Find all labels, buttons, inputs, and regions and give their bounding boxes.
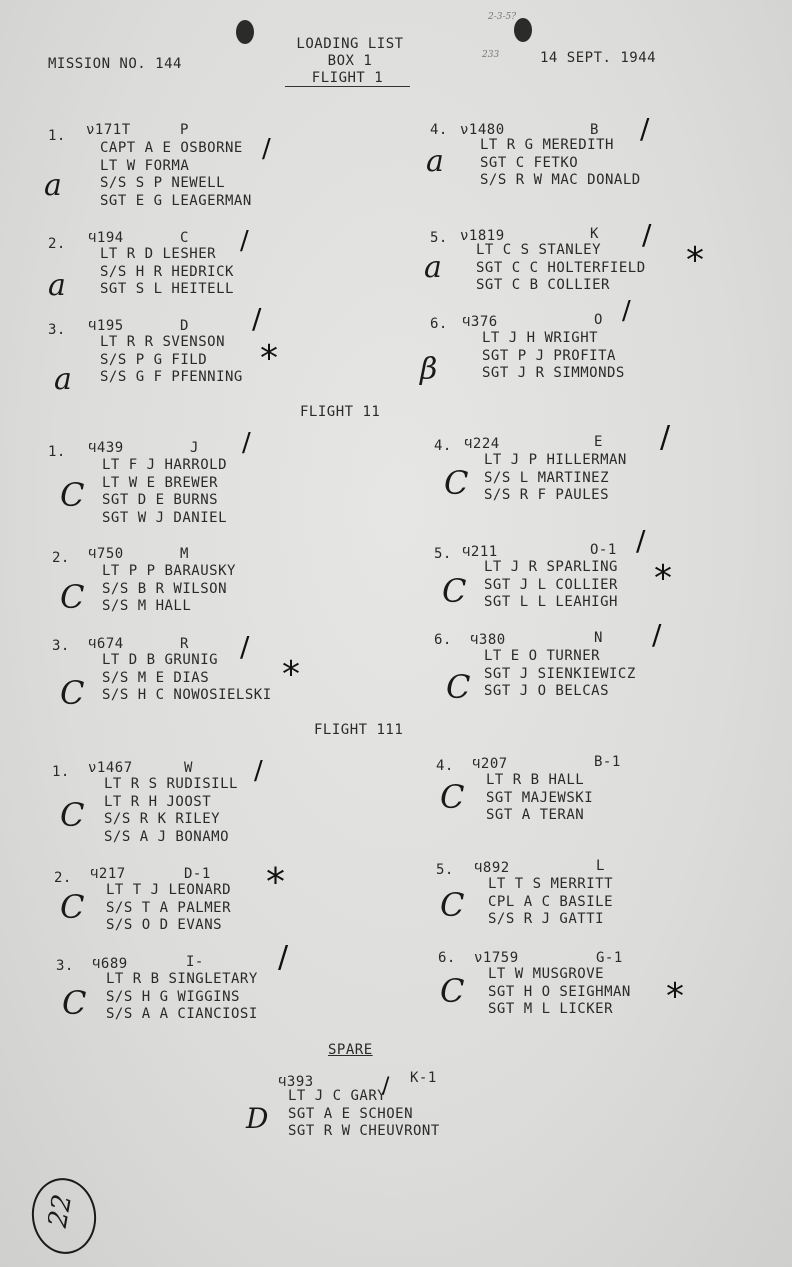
handwritten-mark: C: [60, 476, 85, 514]
crew-member: SGT C B COLLIER: [476, 277, 610, 293]
crew-member: LT T S MERRITT: [488, 876, 614, 892]
crew-member: LT P P BARAUSKY: [102, 563, 236, 579]
crew-member: SGT R W CHEUVRONT: [288, 1123, 440, 1139]
aircraft-position: 6.: [430, 316, 448, 332]
handwritten-mark: a: [426, 144, 444, 179]
aircraft-serial: ϥ750: [88, 546, 124, 562]
crew-member: LT F J HARROLD: [102, 457, 228, 473]
check-mark: /: [252, 302, 262, 335]
check-mark: /: [242, 428, 251, 458]
star-mark: *: [282, 654, 300, 695]
spare-heading: SPARE: [328, 1042, 373, 1058]
crew-member: SGT E G LEAGERMAN: [100, 192, 252, 209]
document-title: LOADING LIST: [296, 36, 404, 52]
flight-3-heading: FLIGHT 111: [314, 722, 404, 738]
aircraft-letter: O-1: [590, 542, 617, 558]
aircraft-serial: ϥ439: [88, 440, 124, 456]
star-mark: *: [260, 338, 278, 379]
crew-member: SGT S L HEITELL: [100, 281, 234, 297]
aircraft-serial: ν1467: [88, 760, 133, 776]
check-mark: /: [660, 420, 671, 455]
crew-member: LT R D LESHER: [100, 246, 217, 262]
crew-member: LT R H JOOST: [104, 793, 212, 810]
handwritten-mark: C: [442, 572, 467, 610]
check-mark: /: [636, 524, 646, 557]
aircraft-letter: E: [594, 434, 603, 450]
aircraft-serial: ϥ207: [472, 756, 508, 772]
crew-member: SGT L L LEAHIGH: [484, 594, 618, 610]
check-mark: /: [262, 134, 271, 164]
aircraft-position: 6.: [434, 632, 452, 648]
crew-list: [100, 246, 234, 299]
crew-member: SGT P J PROFITA: [482, 347, 616, 364]
aircraft-letter: J: [190, 440, 199, 456]
mission-date: 14 SEPT. 1944: [540, 50, 657, 66]
aircraft-letter: K: [590, 226, 599, 242]
crew-member: S/S O D EVANS: [106, 917, 223, 933]
crew-member: LT W FORMA: [100, 157, 190, 174]
crew-list: [484, 452, 627, 505]
crew-member: CPL A C BASILE: [488, 893, 614, 910]
handwritten-mark: C: [60, 796, 85, 834]
crew-member: S/S H G WIGGINS: [106, 988, 240, 1005]
crew-member: LT J C GARY: [288, 1088, 387, 1104]
crew-member: SGT C C HOLTERFIELD: [476, 259, 646, 276]
aircraft-position: 1.: [52, 764, 70, 780]
crew-member: S/S P G FILD: [100, 351, 208, 368]
aircraft-letter: B-1: [594, 754, 621, 770]
aircraft-letter: C: [180, 230, 189, 246]
handwritten-mark: D: [246, 1102, 269, 1135]
crew-member: S/S B R WILSON: [102, 580, 228, 597]
check-mark: /: [254, 756, 263, 786]
check-mark: /: [622, 296, 631, 326]
crew-member: LT W E BREWER: [102, 474, 219, 491]
crew-list: [488, 876, 613, 929]
crew-member: S/S R J GATTI: [488, 911, 605, 927]
handwritten-mark: a: [54, 362, 72, 397]
aircraft-letter: G-1: [596, 950, 623, 966]
handwritten-mark: a: [44, 168, 62, 203]
crew-list: [480, 137, 641, 190]
aircraft-position: 6.: [438, 950, 456, 966]
crew-member: S/S M HALL: [102, 598, 192, 614]
aircraft-serial: ϥ376: [462, 314, 498, 330]
pencil-note: 233: [482, 50, 500, 60]
crew-member: SGT D E BURNS: [102, 492, 219, 508]
handwritten-mark: a: [424, 250, 442, 285]
aircraft-position: 4.: [436, 758, 454, 774]
aircraft-letter: R: [180, 636, 189, 652]
crew-member: SGT M L LICKER: [488, 1001, 614, 1017]
crew-list: [482, 330, 625, 383]
aircraft-letter: K-1: [410, 1070, 437, 1086]
check-mark: /: [278, 940, 289, 975]
crew-member: S/S L MARTINEZ: [484, 469, 610, 486]
aircraft-letter: D-1: [184, 866, 211, 882]
handwritten-mark: C: [62, 984, 87, 1022]
aircraft-serial: ϥ194: [88, 230, 124, 246]
star-mark: *: [266, 860, 285, 904]
crew-member: S/S M E DIAS: [102, 669, 210, 686]
aircraft-serial: ϥ217: [90, 866, 126, 882]
check-mark: /: [642, 218, 652, 251]
aircraft-serial: ϥ689: [92, 956, 128, 972]
star-mark: *: [654, 558, 672, 599]
pencil-note: 2-3-5?: [488, 12, 517, 22]
aircraft-position: 2.: [54, 870, 72, 886]
aircraft-position: 2.: [48, 236, 66, 252]
aircraft-letter: M: [180, 546, 189, 562]
mission-number: MISSION NO. 144: [48, 56, 182, 72]
aircraft-position: 2.: [52, 550, 70, 566]
crew-member: SGT C FETKO: [480, 154, 579, 171]
crew-member: S/S T A PALMER: [106, 899, 232, 916]
handwritten-mark: C: [440, 972, 465, 1010]
crew-member: S/S H C NOWOSIELSKI: [102, 687, 272, 703]
aircraft-serial: ϥ892: [474, 860, 510, 876]
handwritten-mark: C: [446, 668, 471, 706]
crew-member: LT R B HALL: [486, 772, 585, 788]
handwritten-mark: C: [60, 888, 85, 926]
crew-member: SGT A TERAN: [486, 807, 585, 823]
aircraft-letter: O: [594, 312, 603, 328]
crew-list: [484, 648, 636, 701]
handwritten-mark: C: [440, 778, 465, 816]
punch-hole: [514, 18, 532, 42]
check-mark: /: [240, 630, 250, 663]
crew-list: [484, 559, 618, 612]
box-number: BOX 1: [327, 53, 373, 69]
aircraft-position: 5.: [434, 546, 452, 562]
flight-1-heading: FLIGHT 1: [285, 70, 410, 87]
aircraft-letter: I-: [186, 954, 204, 970]
crew-member: S/S S P NEWELL: [100, 175, 226, 191]
aircraft-position: 4.: [430, 122, 448, 138]
handwritten-mark: β: [420, 352, 438, 387]
crew-list: [486, 772, 593, 825]
crew-member: SGT W J DANIEL: [102, 509, 228, 526]
aircraft-serial: ϥ224: [464, 436, 500, 452]
page-number: 22: [42, 1192, 79, 1230]
crew-member: S/S A J BONAMO: [104, 828, 230, 845]
crew-member: CAPT A E OSBORNE: [100, 140, 243, 156]
handwritten-mark: C: [60, 578, 85, 616]
crew-list: [102, 457, 227, 527]
check-mark: /: [240, 226, 249, 256]
aircraft-serial: ϥ195: [88, 318, 124, 334]
crew-member: S/S G F PFENNING: [100, 369, 243, 385]
crew-member: SGT MAJEWSKI: [486, 789, 594, 806]
crew-member: LT R B SINGLETARY: [106, 971, 258, 987]
crew-list: [100, 140, 252, 210]
check-mark: /: [640, 112, 650, 145]
aircraft-letter: L: [596, 858, 605, 874]
crew-member: S/S A A CIANCIOSI: [106, 1006, 258, 1022]
crew-member: LT J R SPARLING: [484, 559, 618, 575]
star-mark: *: [666, 976, 684, 1017]
handwritten-mark: C: [444, 464, 469, 502]
star-mark: *: [686, 240, 704, 281]
aircraft-serial: ν171T: [86, 122, 131, 138]
aircraft-letter: N: [594, 630, 603, 646]
crew-member: SGT A E SCHOEN: [288, 1105, 414, 1122]
aircraft-serial: ϥ674: [88, 636, 124, 652]
crew-member: LT R S RUDISILL: [104, 776, 238, 792]
aircraft-position: 3.: [48, 322, 66, 338]
aircraft-serial: ν1480: [460, 122, 505, 138]
crew-member: SGT J O BELCAS: [484, 683, 610, 699]
crew-list: [488, 966, 631, 1019]
handwritten-mark: C: [60, 674, 85, 712]
crew-member: LT D B GRUNIG: [102, 652, 219, 668]
handwritten-mark: C: [440, 886, 465, 924]
crew-member: LT T J LEONARD: [106, 882, 232, 898]
crew-list: [106, 882, 231, 935]
handwritten-mark: a: [48, 268, 66, 303]
aircraft-serial: ϥ380: [470, 632, 506, 648]
crew-member: LT R G MEREDITH: [480, 137, 614, 153]
crew-member: LT W MUSGROVE: [488, 966, 605, 982]
aircraft-position: 4.: [434, 438, 452, 454]
crew-member: LT R R SVENSON: [100, 334, 226, 350]
aircraft-position: 5.: [436, 862, 454, 878]
aircraft-position: 1.: [48, 128, 66, 144]
aircraft-letter: P: [180, 122, 189, 138]
crew-member: S/S R K RILEY: [104, 811, 221, 827]
aircraft-letter: B: [590, 122, 599, 138]
aircraft-serial: ν1819: [460, 228, 505, 244]
crew-list: [288, 1088, 440, 1141]
aircraft-position: 1.: [48, 444, 66, 460]
crew-member: SGT J L COLLIER: [484, 576, 618, 593]
crew-member: S/S R W MAC DONALD: [480, 172, 641, 188]
aircraft-position: 3.: [52, 638, 70, 654]
crew-member: S/S R F PAULES: [484, 487, 610, 503]
crew-member: LT C S STANLEY: [476, 242, 602, 258]
punch-hole: [236, 20, 254, 44]
crew-member: LT E O TURNER: [484, 648, 601, 664]
crew-list: [106, 971, 258, 1024]
check-mark: /: [652, 618, 662, 651]
crew-member: SGT J SIENKIEWICZ: [484, 665, 636, 682]
crew-member: SGT J R SIMMONDS: [482, 365, 625, 381]
crew-member: S/S H R HEDRICK: [100, 263, 234, 280]
aircraft-position: 5.: [430, 230, 448, 246]
aircraft-position: 3.: [56, 958, 74, 974]
aircraft-serial: ϥ393: [278, 1074, 314, 1090]
check-mark: /: [382, 1074, 390, 1099]
aircraft-serial: ϥ211: [462, 544, 498, 560]
crew-list: [104, 776, 238, 846]
crew-list: [102, 563, 236, 616]
flight-2-heading: FLIGHT 11: [300, 404, 381, 420]
aircraft-letter: D: [180, 318, 189, 334]
crew-member: LT J P HILLERMAN: [484, 452, 627, 468]
crew-list: [476, 242, 646, 295]
crew-member: LT J H WRIGHT: [482, 330, 599, 346]
aircraft-serial: ν1759: [474, 950, 519, 966]
aircraft-letter: W: [184, 760, 193, 776]
crew-list: [100, 334, 243, 387]
crew-member: SGT H O SEIGHMAN: [488, 983, 631, 1000]
